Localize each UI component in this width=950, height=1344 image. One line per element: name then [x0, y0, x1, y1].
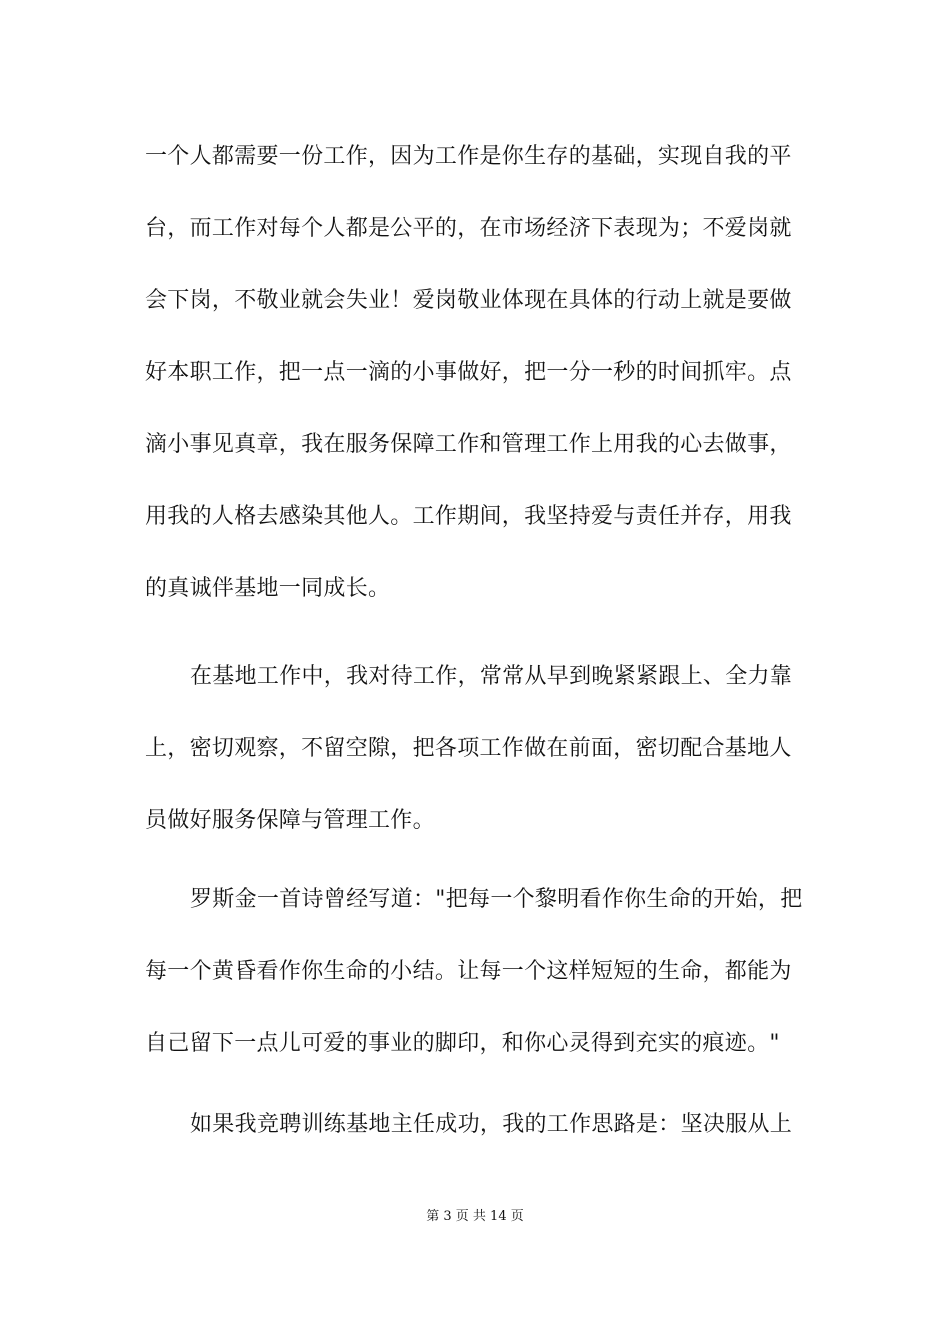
text-line-3: 会下岗，不敬业就会失业！爱岗敬业体现在具体的行动上就是要做	[145, 288, 792, 313]
text-line-12: 每一个黄昏看作你生命的小结。让每一个这样短短的生命，都能为	[145, 959, 792, 984]
text-line-13: 自己留下一点儿可爱的事业的脚印，和你心灵得到充实的痕迹。"	[145, 1031, 780, 1056]
text-line-4: 好本职工作，把一点一滴的小事做好，把一分一秒的时间抓牢。点	[145, 360, 792, 385]
text-line-9: 上，密切观察，不留空隙，把各项工作做在前面，密切配合基地人	[145, 736, 792, 761]
text-line-2: 台，而工作对每个人都是公平的，在市场经济下表现为；不爱岗就	[145, 216, 792, 241]
page-number-footer: 第 3 页 共 14 页	[426, 1209, 524, 1224]
text-line-14: 如果我竞聘训练基地主任成功，我的工作思路是：坚决服从上	[190, 1112, 793, 1137]
text-line-5: 滴小事见真章，我在服务保障工作和管理工作上用我的心去做事，	[145, 432, 792, 457]
text-line-6: 用我的人格去感染其他人。工作期间，我坚持爱与责任并存，用我	[145, 504, 792, 529]
text-line-11: 罗斯金一首诗曾经写道："把每一个黎明看作你生命的开始，把	[190, 887, 803, 912]
text-line-7: 的真诚伴基地一同成长。	[145, 576, 391, 601]
text-line-8: 在基地工作中，我对待工作，常常从早到晚紧紧跟上、全力靠	[190, 664, 793, 689]
text-line-10: 员做好服务保障与管理工作。	[145, 808, 435, 833]
text-line-1: 一个人都需要一份工作，因为工作是你生存的基础，实现自我的平	[145, 144, 792, 169]
